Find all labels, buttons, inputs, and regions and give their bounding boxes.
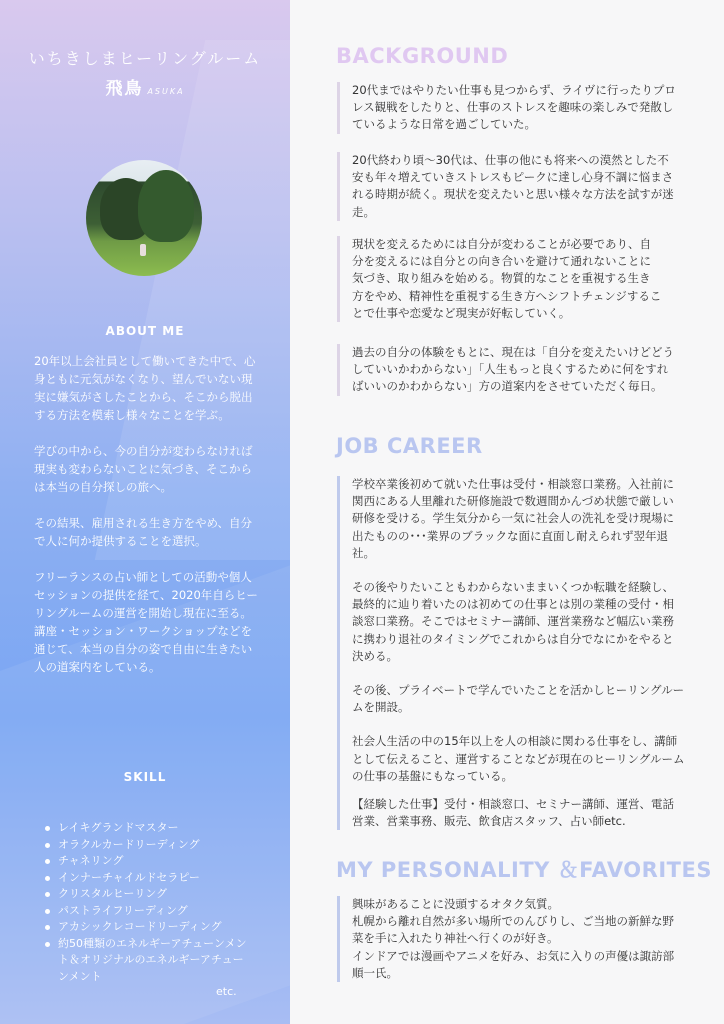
skill-list bbox=[44, 820, 254, 985]
skill-item: オラクルカードリーディング bbox=[44, 837, 254, 854]
sidebar bbox=[0, 0, 290, 1024]
room-title: いちきしまヒーリングルーム bbox=[28, 49, 262, 68]
personality-text bbox=[337, 896, 682, 982]
person-name bbox=[0, 74, 290, 99]
background-heading: BACKGROUND bbox=[336, 44, 509, 68]
personality-line: 札幌から離れ自然が多い場所でのんびりし、ご当地の新鮮な野菜を手に入れたり神社へ行くのが好き。 bbox=[352, 914, 674, 946]
avatar-figure bbox=[140, 244, 146, 256]
job-career-text bbox=[337, 476, 685, 830]
skill-heading: SKILL bbox=[123, 770, 167, 784]
personality-line: インドアでは漫画やアニメを好み、お気に入りの声優は諏訪部順一氏。 bbox=[352, 948, 675, 980]
job-paragraph: その後やりたいこともわからないままいくつか転職を経験し、最終的に辿り着いたのは初めての仕事とは別の業種の受付・相談窓口業務。そこではセミナー講師、運営業務など幅広い業務に携わり退社のタイミングでこれからは自分でなにかをやると決める。 bbox=[352, 580, 674, 663]
about-paragraph: フリーランスの占い師としての活動や個人セッションの提供を経て、2020年自らヒーリングルームの運営を開始し現在に至る。講座・セッション・ワークショップなどを通じて、本当の自分の姿で自由に生きたい人の道案内をしている。 bbox=[34, 570, 258, 674]
skill-item: アカシックレコードリーディング bbox=[44, 919, 254, 936]
skill-item: レイキグランドマスター bbox=[44, 820, 254, 837]
avatar bbox=[86, 160, 202, 276]
job-paragraph: その後、プライベートで学んでいたことを活かしヒーリングルームを開設。 bbox=[352, 683, 685, 715]
about-paragraph: 学びの中から、今の自分が変わらなければ現実も変わらないことに気づき、そこからは本当の自分探しの旅へ。 bbox=[34, 444, 253, 494]
background-paragraph: 過去の自分の体験をもとに、現在は「自分を変えたいけどどうしていいかわからない」「人生もっと良くするために何をすればいいのかわからない」方の道案内をさせていただく毎日。 bbox=[337, 344, 677, 396]
avatar-tree bbox=[138, 170, 194, 242]
background-paragraph: 20代終わり頃〜30代は、仕事の他にも将来への漠然とした不安も年々増えていきストレスもピークに達し心身不調に悩まされる時期が続く。現状を変えたいと思い様々な方法を試すが迷走。 bbox=[337, 152, 677, 221]
about-heading: ABOUT ME bbox=[105, 324, 185, 338]
personality-line: 興味があることに没頭するオタク気質。 bbox=[352, 897, 559, 911]
about-paragraph: その結果、雇用される生き方をやめ、自分で人に何か提供することを選択。 bbox=[34, 516, 253, 548]
person-name-romaji: ASUKA bbox=[147, 87, 185, 96]
job-heading: JOB CAREER bbox=[336, 434, 483, 458]
skill-item: 約50種類のエネルギーアチューンメント＆オリジナルのエネルギーアチューンメント bbox=[44, 936, 254, 986]
job-experience: 【経験した仕事】受付・相談窓口、セミナー講師、運営、電話営業、営業事務、販売、飲食店スタッフ、占い師etc. bbox=[352, 797, 674, 829]
skill-item: パストライフリーディング bbox=[44, 903, 254, 920]
job-paragraph: 学校卒業後初めて就いた仕事は受付・相談窓口業務。入社前に関西にある人里離れた研修施設で数週間かんづめ状態で厳しい研修を受ける。学生気分から一気に社会人の洗礼を受け現場に出たものの･･･業界のブラックな面に直面し耐えられず翌年退社。 bbox=[352, 477, 674, 560]
about-paragraph: 20年以上会社員として働いてきた中で、心身ともに元気がなくなり、望んでいない現実に嫌気がさしたことから、そこから脱出する方法を模索し様々なことを学ぶ。 bbox=[34, 354, 256, 422]
skills-etc: etc. bbox=[216, 985, 237, 998]
about-text bbox=[34, 352, 262, 694]
skill-item: インナーチャイルドセラピー bbox=[44, 870, 254, 887]
person-name-kanji: 飛鳥 bbox=[105, 79, 144, 99]
job-paragraph: 社会人生活の中の15年以上を人の相談に関わる仕事をし、講師として伝えること、運営することなどが現在のヒーリングルームの仕事の基盤にもなっている。 bbox=[352, 734, 685, 783]
skill-item: クリスタルヒーリング bbox=[44, 886, 254, 903]
background-paragraph: 20代まではやりたい仕事も見つからず、ライヴに行ったりプロレス観戦をしたりと、仕事のストレスを趣味の楽しみで発散しているような日常を過ごしていた。 bbox=[337, 82, 677, 134]
personality-heading: MY PERSONALITY ＆FAVORITES bbox=[336, 858, 712, 882]
background-paragraph: 現状を変えるためには自分が変わることが必要であり、自分を変えるには自分との向き合いを避けて通れないことに気づき、取り組みを始める。物質的なことを重視する生き方をやめ、精神性を重視する生き方へシフトチェンジすることで仕事や恋愛など現実が好転していく。 bbox=[337, 236, 662, 322]
skill-item: チャネリング bbox=[44, 853, 254, 870]
